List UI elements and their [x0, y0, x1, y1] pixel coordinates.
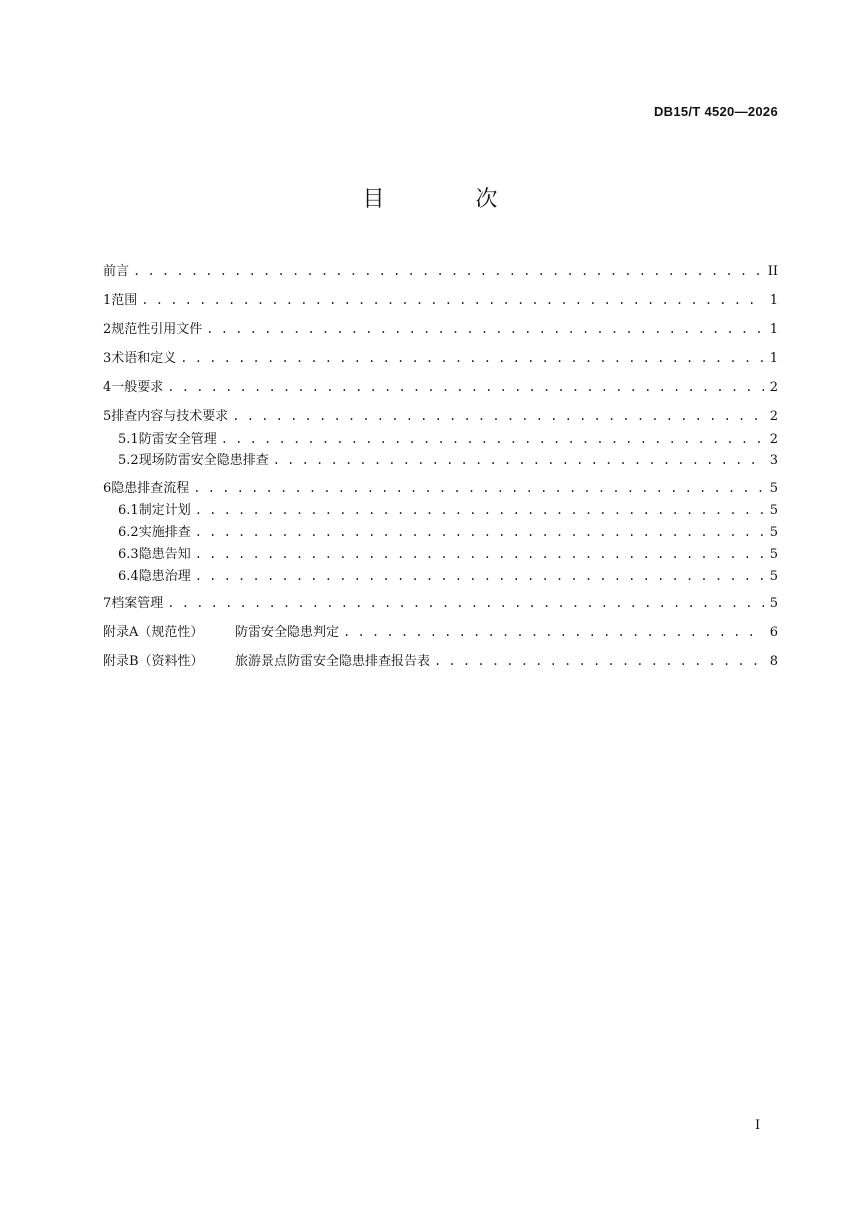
- toc-page-number: II: [767, 264, 778, 279]
- dot-leader: [195, 500, 764, 520]
- toc-subentry[interactable]: [118, 450, 778, 470]
- toc-subentry[interactable]: [118, 544, 778, 564]
- toc-label: 隐患治理: [138, 569, 191, 584]
- toc-page-number: 3: [769, 453, 778, 468]
- toc-label: 制定计划: [138, 503, 191, 518]
- toc-label: 隐患告知: [138, 547, 191, 562]
- toc-label: 实施排查: [138, 525, 191, 540]
- toc-number: 6.1: [118, 503, 139, 518]
- dot-leader: [133, 261, 764, 281]
- dot-leader: [343, 622, 764, 642]
- toc-label: 术语和定义: [111, 351, 177, 366]
- toc-number: 6.3: [118, 547, 139, 562]
- dot-leader: [167, 377, 764, 397]
- toc-number: 2: [103, 322, 112, 337]
- toc-label: 档案管理: [111, 596, 164, 611]
- toc-number: 7: [103, 596, 112, 611]
- toc-subentry[interactable]: [118, 566, 778, 586]
- toc-page-number: 1: [769, 293, 778, 308]
- toc-number: 4: [103, 380, 112, 395]
- toc-entry[interactable]: [103, 478, 778, 498]
- toc-page-number: 5: [769, 569, 778, 584]
- toc-number: 6: [103, 481, 112, 496]
- toc-label: 现场防雷安全隐患排查: [138, 453, 269, 468]
- toc-subentry[interactable]: [118, 522, 778, 542]
- dot-leader: [195, 566, 764, 586]
- toc-number: 6.2: [118, 525, 139, 540]
- dot-leader: [195, 544, 764, 564]
- annex-code: 附录B（资料性）: [103, 654, 204, 669]
- toc-label: 范围: [111, 293, 138, 308]
- toc-number: 5: [103, 409, 112, 424]
- annex-code: 附录A（规范性）: [103, 625, 204, 640]
- toc-subentry[interactable]: [118, 429, 778, 449]
- toc-entry[interactable]: [103, 348, 778, 368]
- toc-page-number: 5: [769, 525, 778, 540]
- toc-entry[interactable]: [103, 593, 778, 613]
- toc-page-number: 5: [769, 596, 778, 611]
- toc-number: 5.2: [118, 453, 139, 468]
- dot-leader: [195, 522, 764, 542]
- toc-page-number: 5: [769, 503, 778, 518]
- toc-label: 隐患排查流程: [111, 481, 190, 496]
- toc-label: 防雷安全管理: [138, 432, 217, 447]
- toc-page-number: 1: [769, 322, 778, 337]
- toc-entry[interactable]: [103, 319, 778, 339]
- toc-title: 目 次: [362, 187, 540, 212]
- toc-entry-annex-b[interactable]: [103, 651, 778, 671]
- toc-entry[interactable]: [103, 406, 778, 426]
- toc-entry[interactable]: [103, 377, 778, 397]
- toc-label: 规范性引用文件: [111, 322, 203, 337]
- dot-leader: [180, 348, 764, 368]
- dot-leader: [232, 406, 764, 426]
- toc-label: 排查内容与技术要求: [111, 409, 229, 424]
- dot-leader: [434, 651, 764, 671]
- toc-label: 前言: [103, 264, 130, 279]
- toc-page-number: 5: [769, 547, 778, 562]
- toc-page-number: 5: [769, 481, 778, 496]
- toc-subentry[interactable]: [118, 500, 778, 520]
- toc-label: 防雷安全隐患判定: [235, 625, 340, 640]
- toc-entry-preface[interactable]: [103, 261, 778, 281]
- toc-page-number: 2: [769, 432, 778, 447]
- toc-page-number: 2: [769, 380, 778, 395]
- dot-leader: [221, 429, 764, 449]
- toc-number: 1: [103, 293, 112, 308]
- document-code: DB15/T 4520—2026: [653, 104, 778, 119]
- toc-page-number: 8: [769, 654, 778, 669]
- toc-number: 3: [103, 351, 112, 366]
- toc-page-number: 2: [769, 409, 778, 424]
- dot-leader: [193, 478, 764, 498]
- dot-leader: [206, 319, 764, 339]
- dot-leader: [273, 450, 764, 470]
- dot-leader: [167, 593, 764, 613]
- toc-entry[interactable]: [103, 290, 778, 310]
- toc-page-number: 1: [769, 351, 778, 366]
- toc-page-number: 6: [769, 625, 778, 640]
- page-number: I: [755, 1118, 761, 1133]
- toc-label: 旅游景点防雷安全隐患排查报告表: [235, 654, 431, 669]
- toc-number: 6.4: [118, 569, 139, 584]
- toc-entry-annex-a[interactable]: [103, 622, 778, 642]
- toc-label: 一般要求: [111, 380, 164, 395]
- toc-number: 5.1: [118, 432, 139, 447]
- dot-leader: [141, 290, 764, 310]
